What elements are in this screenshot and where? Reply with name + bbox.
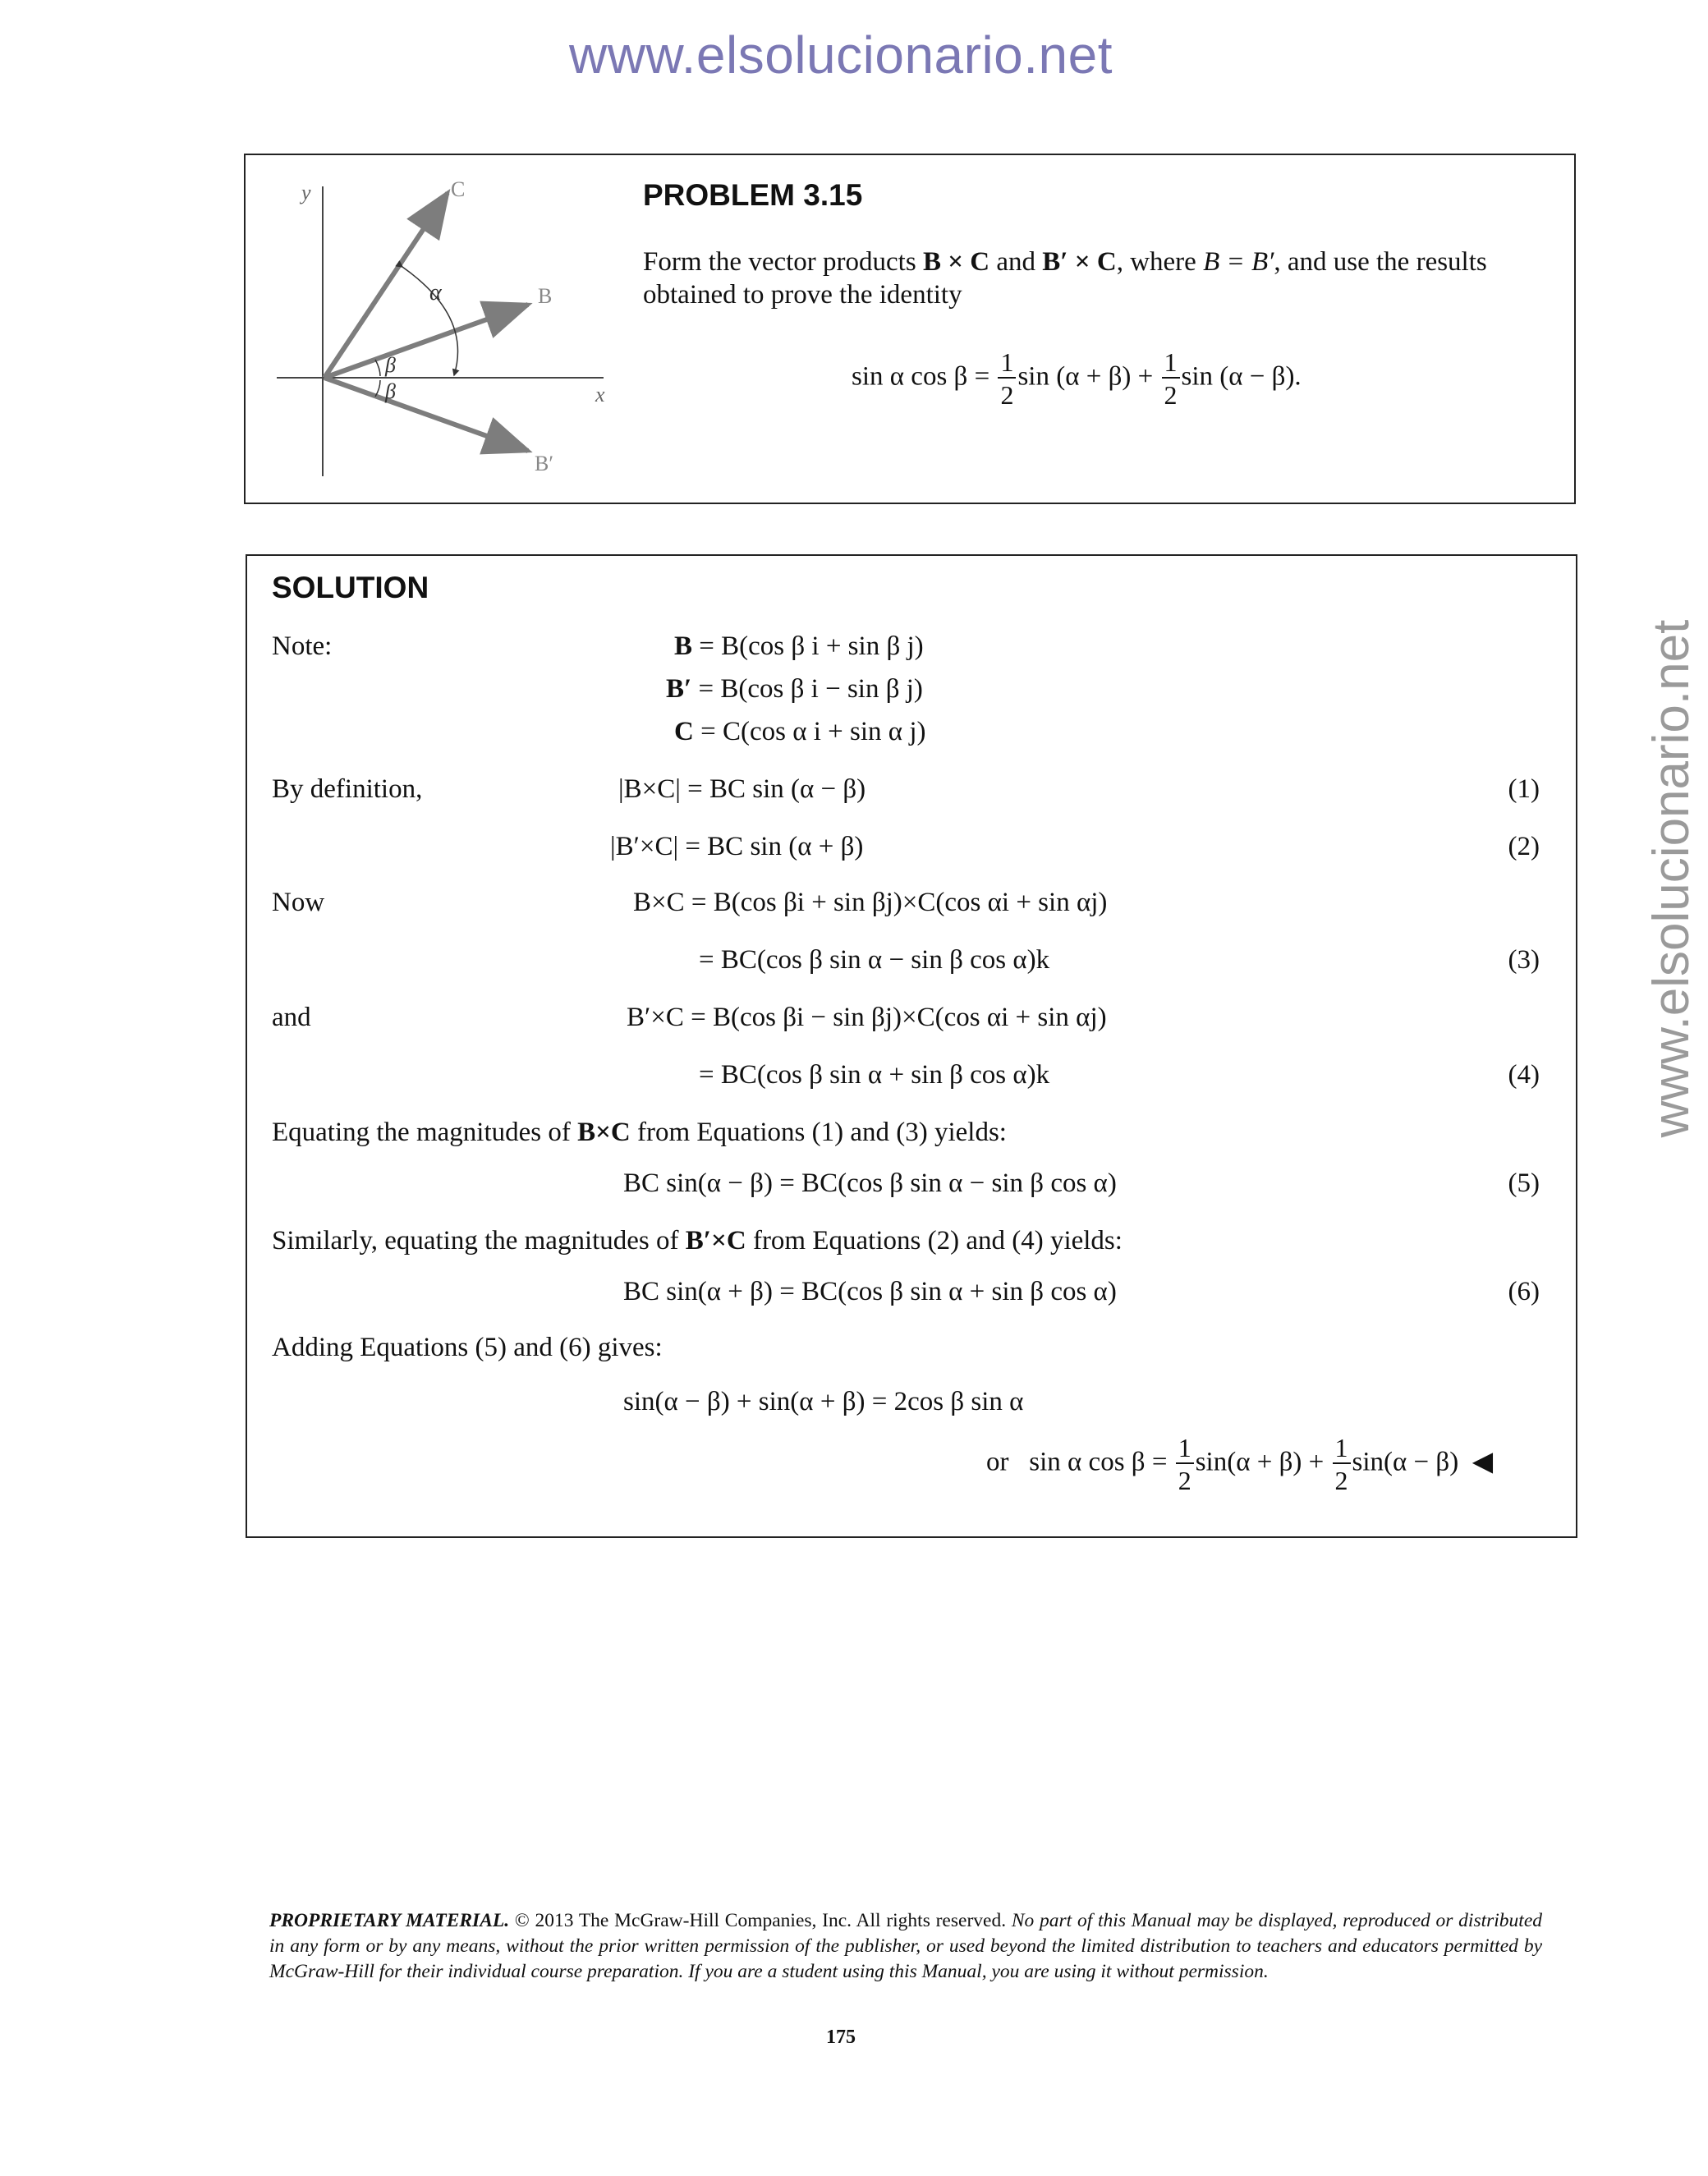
- solution-box: [246, 554, 1577, 1538]
- eq-4-number: (4): [1508, 1060, 1540, 1090]
- eq-7: sin(α − β) + sin(α + β) = 2cos β sin α: [623, 1387, 1024, 1416]
- eq-6-number: (6): [1508, 1277, 1540, 1306]
- label-Bprime: B′: [535, 452, 554, 475]
- now-label: Now: [272, 888, 325, 917]
- eq-Bprime: B′ = B(cos β i − sin β j): [666, 674, 923, 704]
- copyright-footer: PROPRIETARY MATERIAL. © 2013 The McGraw-Hill Companies, Inc. All rights reserved. No part of this Manual may be displayed, reproduced or distributed in any form or by any means, without the prior written permission of the publisher, or used beyond the limited distribution to teachers and educators permitted by McGraw-Hill for their individual course preparation. If you are a student using this Manual, you are using it without permission.: [269, 1910, 1543, 1982]
- beta-arc-upper: [375, 360, 380, 376]
- beta-arc-lower: [375, 380, 380, 397]
- watermark-side: www.elsolucionario.net: [1643, 619, 1700, 1138]
- eq-C: C = C(cos α i + sin α j): [674, 717, 926, 746]
- eq-B: B = B(cos β i + sin β j): [674, 631, 924, 661]
- final-result: or sin α cos β = $\frac{1}{2}$ sin(α + β) + $\frac{1}{2}$ sin(α − β) ◀: [986, 1433, 1494, 1495]
- eq-6: BC sin(α + β) = BC(cos β sin α + sin β cos α): [623, 1277, 1117, 1306]
- eq-3a: B×C = B(cos βi + sin βj)×C(cos αi + sin αj): [633, 888, 1108, 917]
- problem-box: [244, 154, 1576, 504]
- similarly-text: Similarly, equating the magnitudes of B′×C from Equations (2) and (4) yields:: [272, 1226, 1123, 1256]
- problem-identity: sin α cos β = $\frac{1}{2}$ sin (α + β) + $\frac{1}{2}$ sin (α − β).: [852, 347, 1302, 410]
- vector-Bprime: [324, 378, 528, 451]
- by-definition-label: By definition,: [272, 774, 423, 804]
- label-y: y: [301, 181, 311, 204]
- problem-statement-line2: obtained to prove the identity: [643, 280, 962, 310]
- vector-B: [324, 305, 528, 378]
- adding-text: Adding Equations (5) and (6) gives:: [272, 1333, 663, 1362]
- page-number: 175: [826, 2027, 856, 2048]
- eq-3-number: (3): [1508, 945, 1540, 975]
- label-C: C: [451, 177, 466, 201]
- label-beta-upper: β: [385, 353, 396, 377]
- note-label: Note:: [272, 631, 333, 661]
- eq-2-number: (2): [1508, 832, 1540, 861]
- label-beta-lower: β: [385, 379, 396, 403]
- equating-text: Equating the magnitudes of B×C from Equations (1) and (3) yields:: [272, 1118, 1007, 1147]
- eq-1-number: (1): [1508, 774, 1540, 804]
- eq-2: |B′×C| = BC sin (α + β): [610, 832, 864, 861]
- eq-4b: = BC(cos β sin α + sin β cos α)k: [699, 1060, 1050, 1090]
- vector-diagram: [250, 160, 604, 489]
- label-B: B: [538, 284, 553, 308]
- eq-5: BC sin(α − β) = BC(cos β sin α − sin β cos α): [623, 1168, 1117, 1198]
- eq-5-number: (5): [1508, 1168, 1540, 1198]
- problem-statement-line1: Form the vector products B × C and B′ × C, where B = B′, and use the results: [643, 247, 1487, 277]
- result-marker: ◀: [1472, 1447, 1494, 1477]
- and-label: and: [272, 1003, 311, 1032]
- label-x: x: [595, 383, 605, 406]
- solution-title: SOLUTION: [272, 571, 429, 604]
- eq-1: |B×C| = BC sin (α − β): [618, 774, 866, 804]
- problem-title: PROBLEM 3.15: [643, 178, 863, 212]
- watermark-top: www.elsolucionario.net: [569, 25, 1113, 85]
- eq-4a: B′×C = B(cos βi − sin βj)×C(cos αi + sin αj): [627, 1003, 1107, 1032]
- label-alpha: α: [429, 280, 442, 305]
- eq-3b: = BC(cos β sin α − sin β cos α)k: [699, 945, 1050, 975]
